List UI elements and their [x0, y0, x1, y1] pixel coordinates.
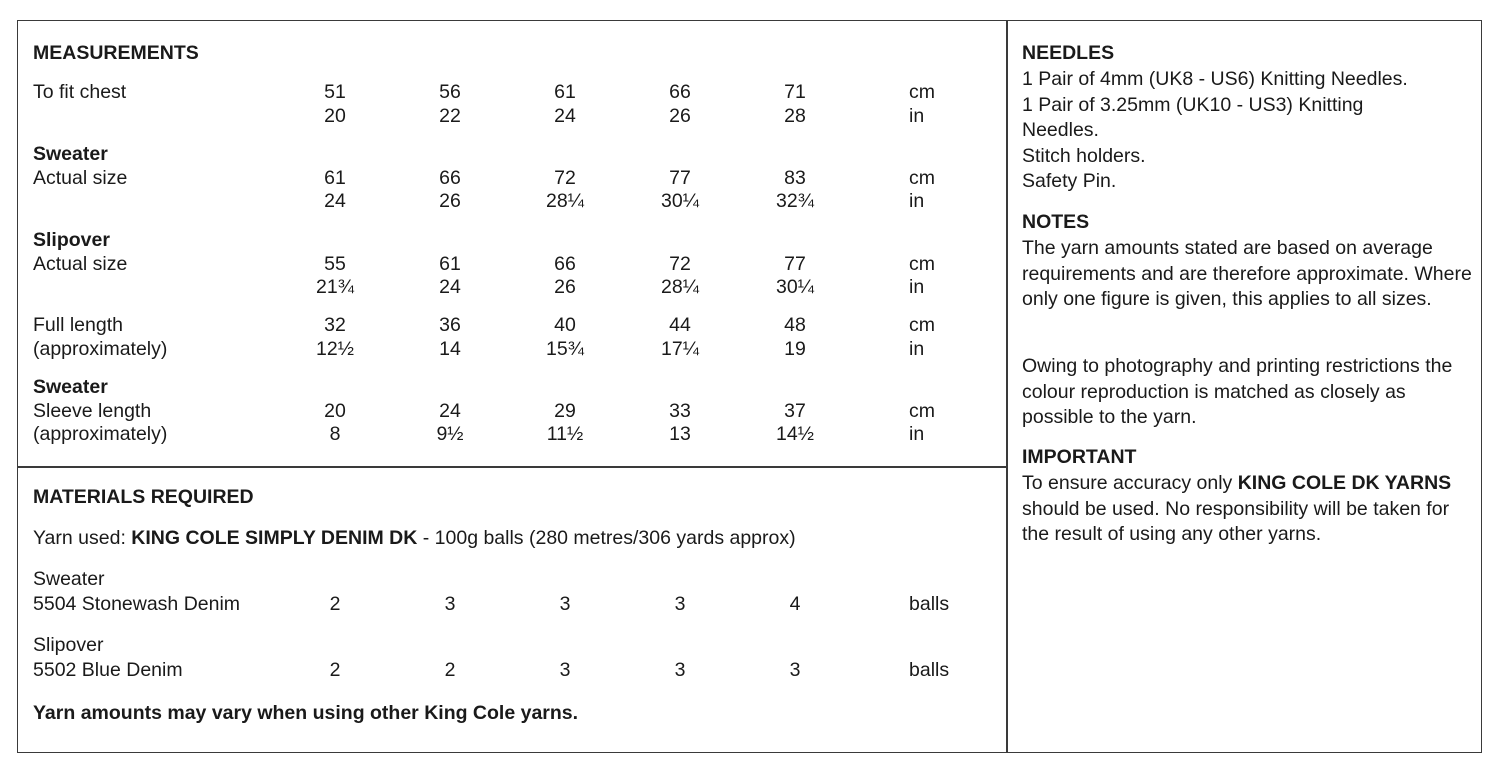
- yarn-name: KING COLE SIMPLY DENIM DK: [131, 527, 418, 549]
- measurement-unit: in: [909, 337, 925, 360]
- measurement-unit: in: [909, 104, 925, 127]
- balls-count: 3: [789, 659, 801, 681]
- balls-count: 2: [444, 659, 456, 681]
- balls-count: 3: [674, 593, 686, 615]
- measurement-value: 55: [324, 252, 346, 275]
- measurement-value: 36: [439, 314, 461, 336]
- measurement-unit: in: [909, 276, 925, 298]
- measurement-section-label: Sweater: [33, 143, 108, 165]
- measurement-value: 9½: [436, 423, 464, 445]
- measurement-value: 61: [324, 166, 346, 189]
- measurement-value: 14: [439, 337, 461, 360]
- balls-count: 3: [559, 593, 571, 615]
- balls-count: 3: [674, 659, 686, 681]
- measurement-value: 37: [784, 399, 806, 422]
- measurement-value: 83: [784, 166, 806, 189]
- needles-line: 1 Pair of 4mm (UK8 - US6) Knitting Needles.: [1022, 68, 1408, 90]
- measurement-section-label: Sweater: [33, 376, 108, 398]
- measurement-value: 51: [324, 81, 346, 103]
- measurement-value: 14½: [776, 423, 814, 445]
- measurement-value: 21¾: [316, 276, 354, 298]
- yarn-used-prefix: Yarn used:: [33, 527, 132, 549]
- measurement-value: 30¼: [776, 276, 814, 298]
- measurement-unit: cm: [909, 399, 935, 422]
- measurement-value: 28¼: [661, 276, 699, 298]
- measurement-value: 61: [439, 252, 461, 275]
- slipover-colour: 5502 Blue Denim: [33, 659, 183, 681]
- important-paragraph: [1022, 471, 1472, 548]
- notes-paragraph-2: Owing to photography and printing restrictions the colour reproduction is matched as closely as possible to the yarn.: [1022, 355, 1453, 429]
- measurement-section-label: Slipover: [33, 229, 110, 251]
- measurement-value: 32: [324, 314, 346, 336]
- measurement-label: To fit chest: [33, 81, 127, 103]
- important-brand: KING COLE DK YARNS: [1237, 472, 1452, 494]
- balls-count: 2: [329, 659, 341, 681]
- measurement-value: 48: [784, 314, 806, 336]
- measurement-value: 8: [329, 423, 341, 445]
- needles-line: 1 Pair of 3.25mm (UK10 - US3) Knitting Needles.: [1022, 93, 1364, 142]
- measurement-unit: cm: [909, 81, 935, 103]
- column-divider: [1006, 20, 1008, 753]
- measurement-value: 17¼: [661, 337, 699, 360]
- measurement-value: 20: [324, 104, 346, 127]
- measurement-value: 24: [439, 276, 461, 298]
- measurement-value: 12½: [316, 337, 354, 360]
- measurement-value: 15¾: [546, 337, 584, 360]
- measurement-value: 26: [554, 276, 576, 298]
- measurement-value: 71: [784, 81, 806, 103]
- measurement-value: 61: [554, 81, 576, 103]
- measurement-value: 30¼: [661, 190, 699, 212]
- sweater-label: Sweater: [33, 568, 105, 590]
- needles-line: Stitch holders.: [1022, 144, 1146, 167]
- measurement-value: 26: [439, 190, 461, 212]
- measurement-value: 77: [669, 166, 691, 189]
- important-heading: IMPORTANT: [1022, 446, 1137, 468]
- important-text: To ensure accuracy only: [1022, 472, 1238, 494]
- measurement-value: 28: [784, 104, 806, 127]
- measurement-value: 28¼: [546, 190, 584, 212]
- balls-count: 2: [329, 593, 341, 615]
- measurement-unit: in: [909, 423, 925, 445]
- measurement-unit: cm: [909, 166, 935, 189]
- measurement-value: 44: [669, 314, 691, 336]
- measurement-value: 66: [554, 252, 576, 275]
- slipover-label: Slipover: [33, 634, 104, 656]
- section-divider: [17, 466, 1007, 468]
- measurement-label: Sleeve length: [33, 399, 152, 422]
- needles-list: [1022, 67, 1472, 195]
- balls-count: 3: [444, 593, 456, 615]
- measurement-value: 33: [669, 399, 691, 422]
- measurements-heading: MEASUREMENTS: [33, 42, 199, 64]
- measurement-label: Actual size: [33, 166, 128, 189]
- measurement-unit: in: [909, 190, 925, 212]
- measurement-value: 24: [554, 104, 576, 127]
- measurement-value: 11½: [546, 423, 584, 445]
- needles-heading: NEEDLES: [1022, 42, 1115, 64]
- measurement-value: 24: [324, 190, 346, 212]
- measurement-value: 19: [784, 337, 806, 360]
- yarn-amount-note: Yarn amounts may vary when using other King Cole yarns.: [33, 702, 579, 724]
- yarn-details: - 100g balls (280 metres/306 yards approx): [417, 527, 796, 549]
- measurement-value: 32¾: [776, 190, 814, 212]
- measurement-value: 24: [439, 399, 461, 422]
- sweater-colour: 5504 Stonewash Denim: [33, 593, 241, 615]
- measurement-value: 13: [669, 423, 691, 445]
- measurement-unit: cm: [909, 252, 935, 275]
- measurement-value: 26: [669, 104, 691, 127]
- measurement-value: 40: [554, 314, 576, 336]
- measurement-value: 29: [554, 399, 576, 422]
- balls-unit: balls: [909, 659, 950, 681]
- needles-line: Safety Pin.: [1022, 170, 1117, 193]
- measurement-value: 77: [784, 252, 806, 275]
- measurement-value: 22: [439, 104, 461, 127]
- notes-heading: NOTES: [1022, 211, 1090, 233]
- measurement-value: 72: [554, 166, 576, 189]
- measurement-unit: cm: [909, 314, 935, 336]
- materials-heading: MATERIALS REQUIRED: [33, 486, 254, 508]
- measurement-value: 72: [669, 252, 691, 275]
- balls-count: 4: [789, 593, 801, 615]
- measurement-label: (approximately): [33, 337, 168, 360]
- balls-unit: balls: [909, 593, 950, 615]
- balls-count: 3: [559, 659, 571, 681]
- measurement-value: 66: [439, 166, 461, 189]
- measurement-label: Actual size: [33, 252, 128, 275]
- notes-paragraph-1: The yarn amounts stated are based on average requirements and are therefore approximate. Where only one figure is given, this applies to all sizes.: [1022, 237, 1472, 311]
- important-text-end: should be used. No responsibility will be taken for the result of using any other yarns.: [1022, 497, 1450, 546]
- measurement-value: 56: [439, 81, 461, 103]
- yarn-used-line: [33, 527, 796, 550]
- measurement-value: 20: [324, 399, 346, 422]
- measurement-label: (approximately): [33, 423, 168, 445]
- measurement-label: Full length: [33, 314, 123, 336]
- measurement-value: 66: [669, 81, 691, 103]
